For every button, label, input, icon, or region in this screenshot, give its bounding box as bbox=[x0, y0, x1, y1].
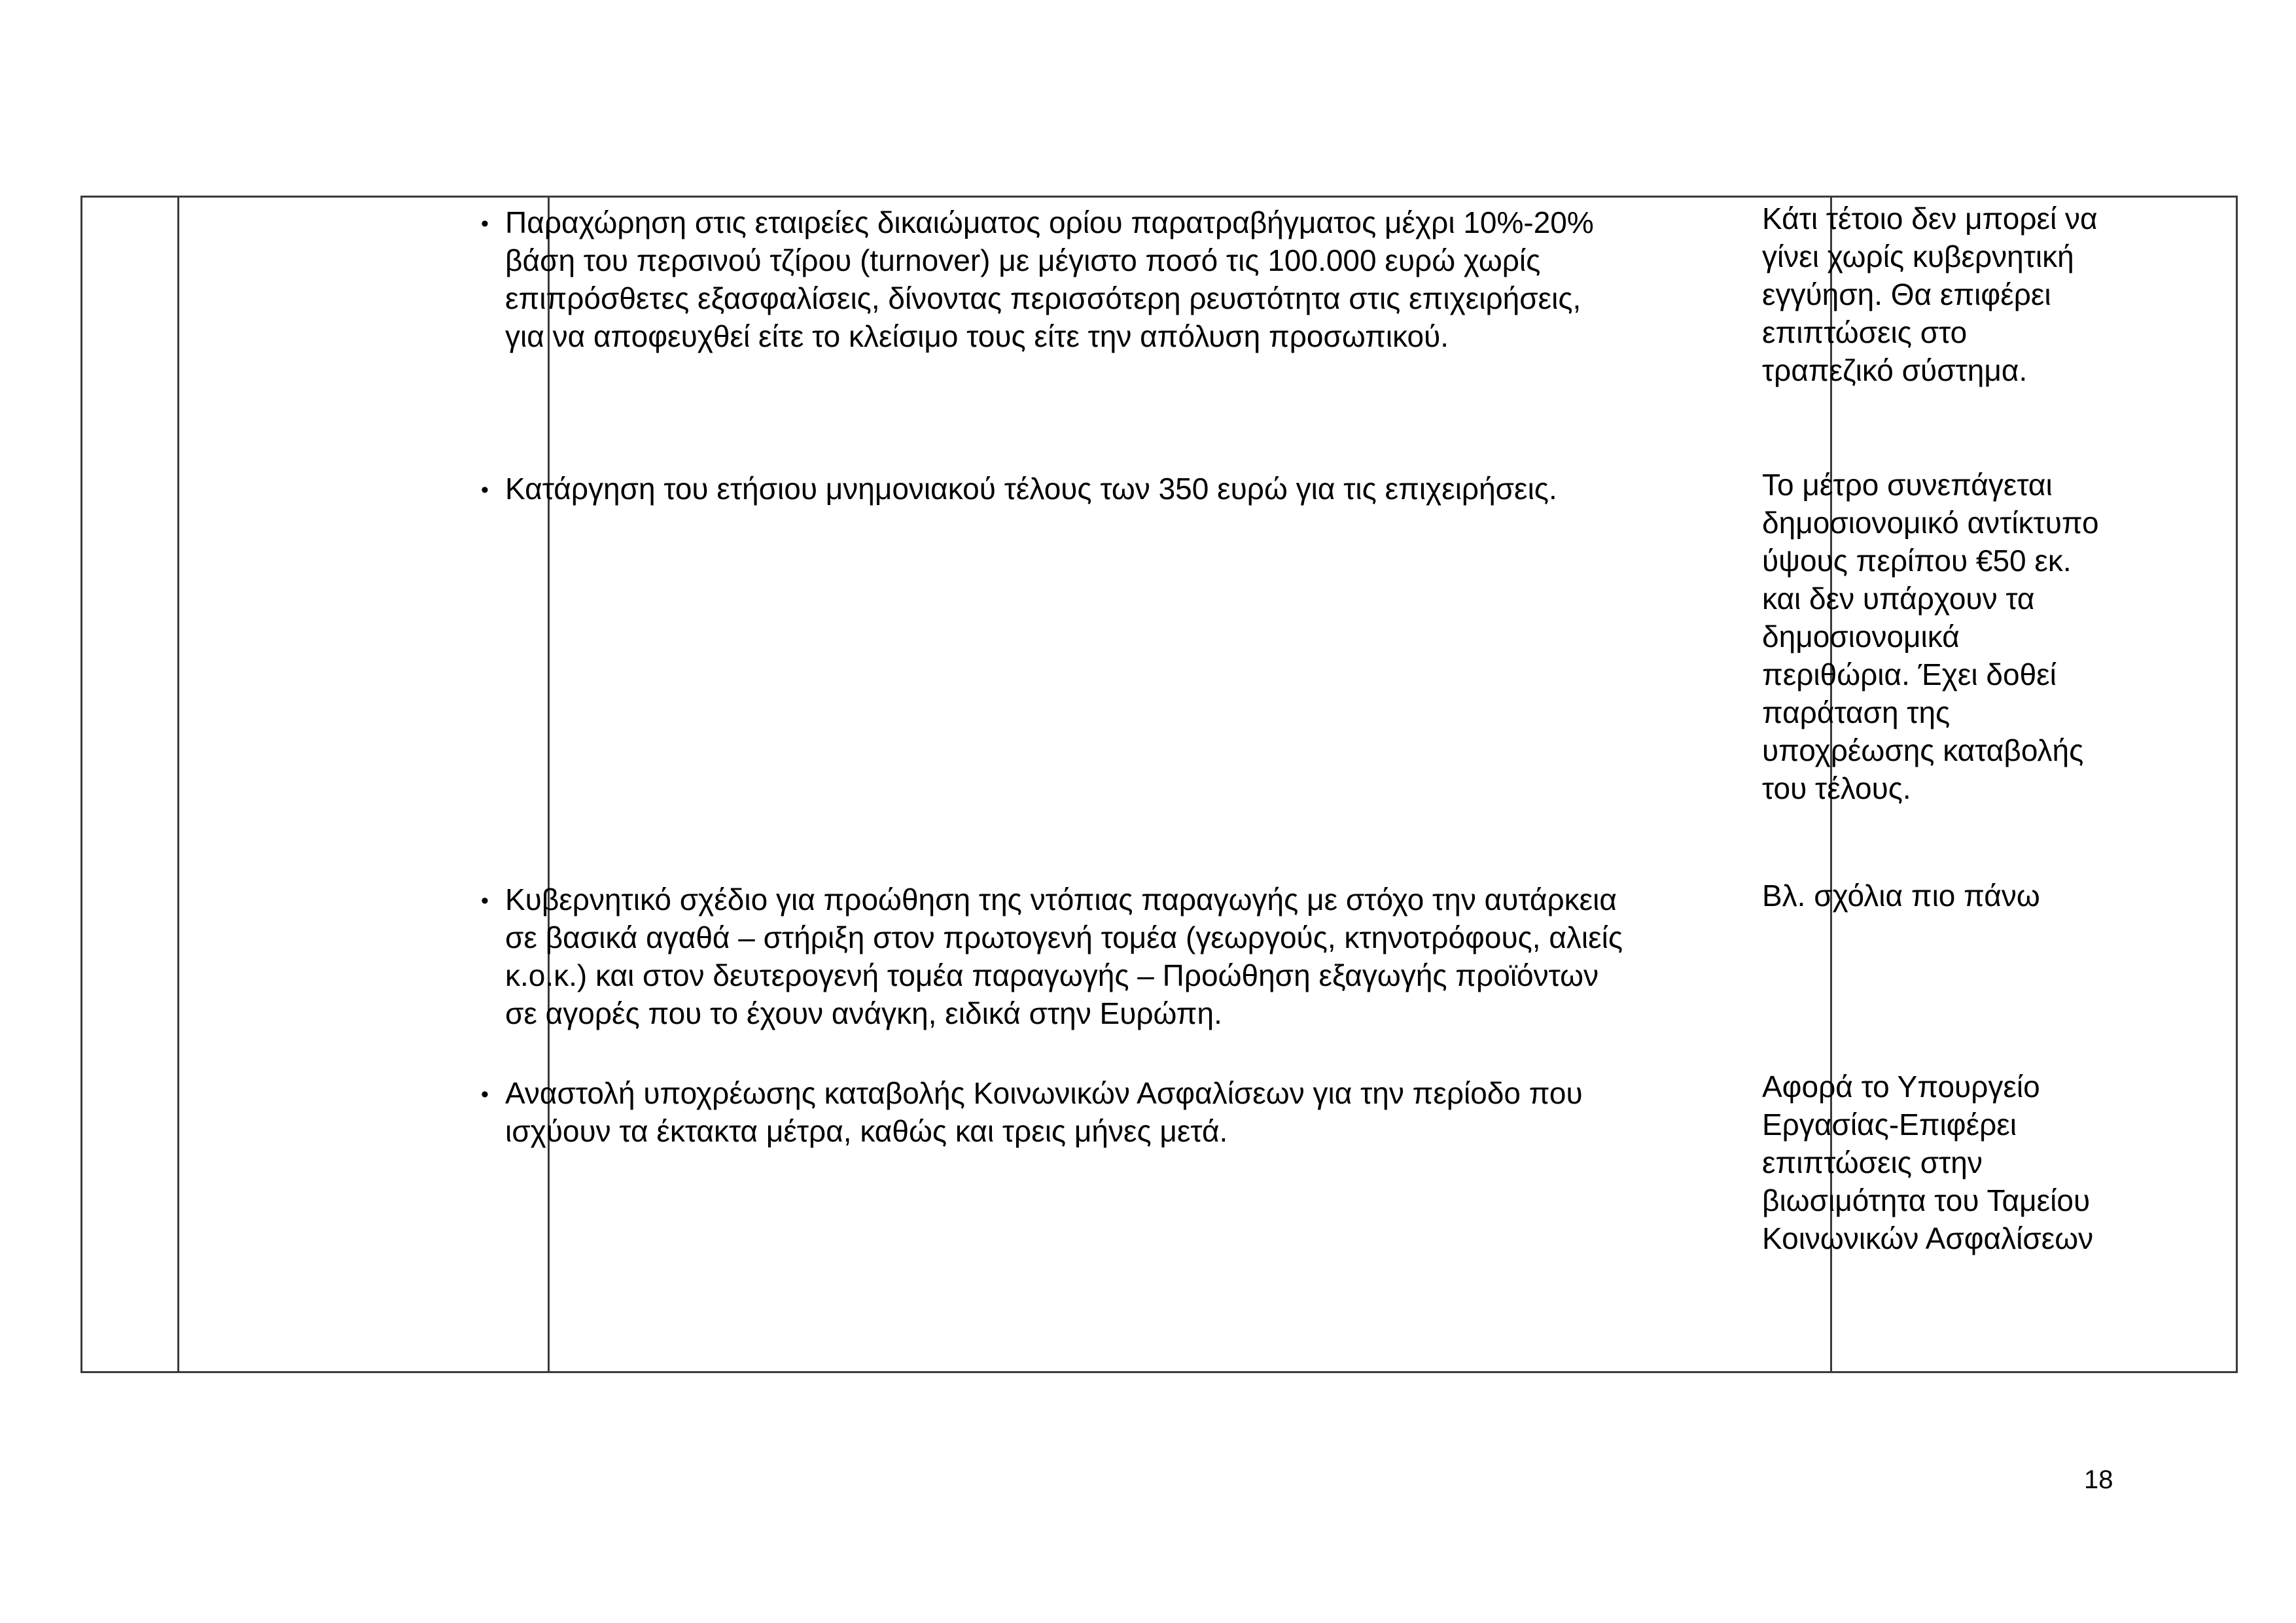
measure-item bbox=[481, 203, 1727, 355]
measure-item bbox=[481, 1074, 1727, 1150]
bullet-icon: • bbox=[481, 888, 489, 913]
measure-text: Κυβερνητικό σχέδιο για προώθηση της ντόπιας παραγωγής με στόχο την αυτάρκεια σε βασικά αγαθά – στήριξη στον πρωτογενή τομέα (γεωργούς, κτηνοτρόφους, αλιείς κ.ο.κ.) και στον δευτερογενή τομέα παραγωγής – Προώθηση εξαγωγής προϊόντων σε αγορές που το έχουν ανάγκη, ειδικά στην Ευρώπη. bbox=[505, 882, 1623, 1030]
bullet-icon: • bbox=[481, 211, 489, 236]
measure-text: Κατάργηση του ετήσιου μνημονιακού τέλους των 350 ευρώ για τις επιχειρήσεις. bbox=[505, 472, 1557, 506]
comment-text: Κάτι τέτοιο δεν μπορεί να γίνει χωρίς κυβερνητική εγγύηση. Θα επιφέρει επιπτώσεις στο τραπεζικό σύστημα. bbox=[1762, 201, 2098, 387]
bullet-icon: • bbox=[481, 1082, 489, 1107]
measure-item bbox=[481, 881, 1727, 1032]
page-number: 18 bbox=[2084, 1465, 2113, 1494]
measure-text: Αναστολή υποχρέωσης καταβολής Κοινωνικών Ασφαλίσεων για την περίοδο που ισχύουν τα έκτακτα μέτρα, καθώς και τρεις μήνες μετά. bbox=[505, 1076, 1583, 1148]
column-divider bbox=[177, 198, 179, 1371]
measure-item bbox=[481, 470, 1727, 508]
comment-text: Το μέτρο συνεπάγεται δημοσιονομικό αντίκτυπο ύψους περίπου €50 εκ. και δεν υπάρχουν τα δημοσιονομικά περιθώρια. Έχει δοθεί παράταση της υποχρέωσης καταβολής του τέλους. bbox=[1762, 468, 2099, 805]
column-divider bbox=[548, 198, 550, 1371]
measure-text: Παραχώρηση στις εταιρείες δικαιώματος ορίου παρατραβήγματος μέχρι 10%-20% βάση του περσινού τζίρου (turnover) με μέγιστο ποσό τις 100.000 ευρώ χωρίς επιπρόσθετες εξασφαλίσεις, δίνοντας περισσότερη ρευστότητα στις επιχειρήσεις, για να αποφευχθεί είτε το κλείσιμο τους είτε την απόλυση προσωπικού. bbox=[505, 205, 1594, 353]
comment-text: Βλ. σχόλια πιο πάνω bbox=[1762, 879, 2040, 913]
comment-text: Αφορά το Υπουργείο Εργασίας-Επιφέρει επιπτώσεις στην βιωσιμότητα του Ταμείου Κοινωνικών Ασφαλίσεων bbox=[1762, 1070, 2094, 1255]
bullet-icon: • bbox=[481, 478, 489, 502]
